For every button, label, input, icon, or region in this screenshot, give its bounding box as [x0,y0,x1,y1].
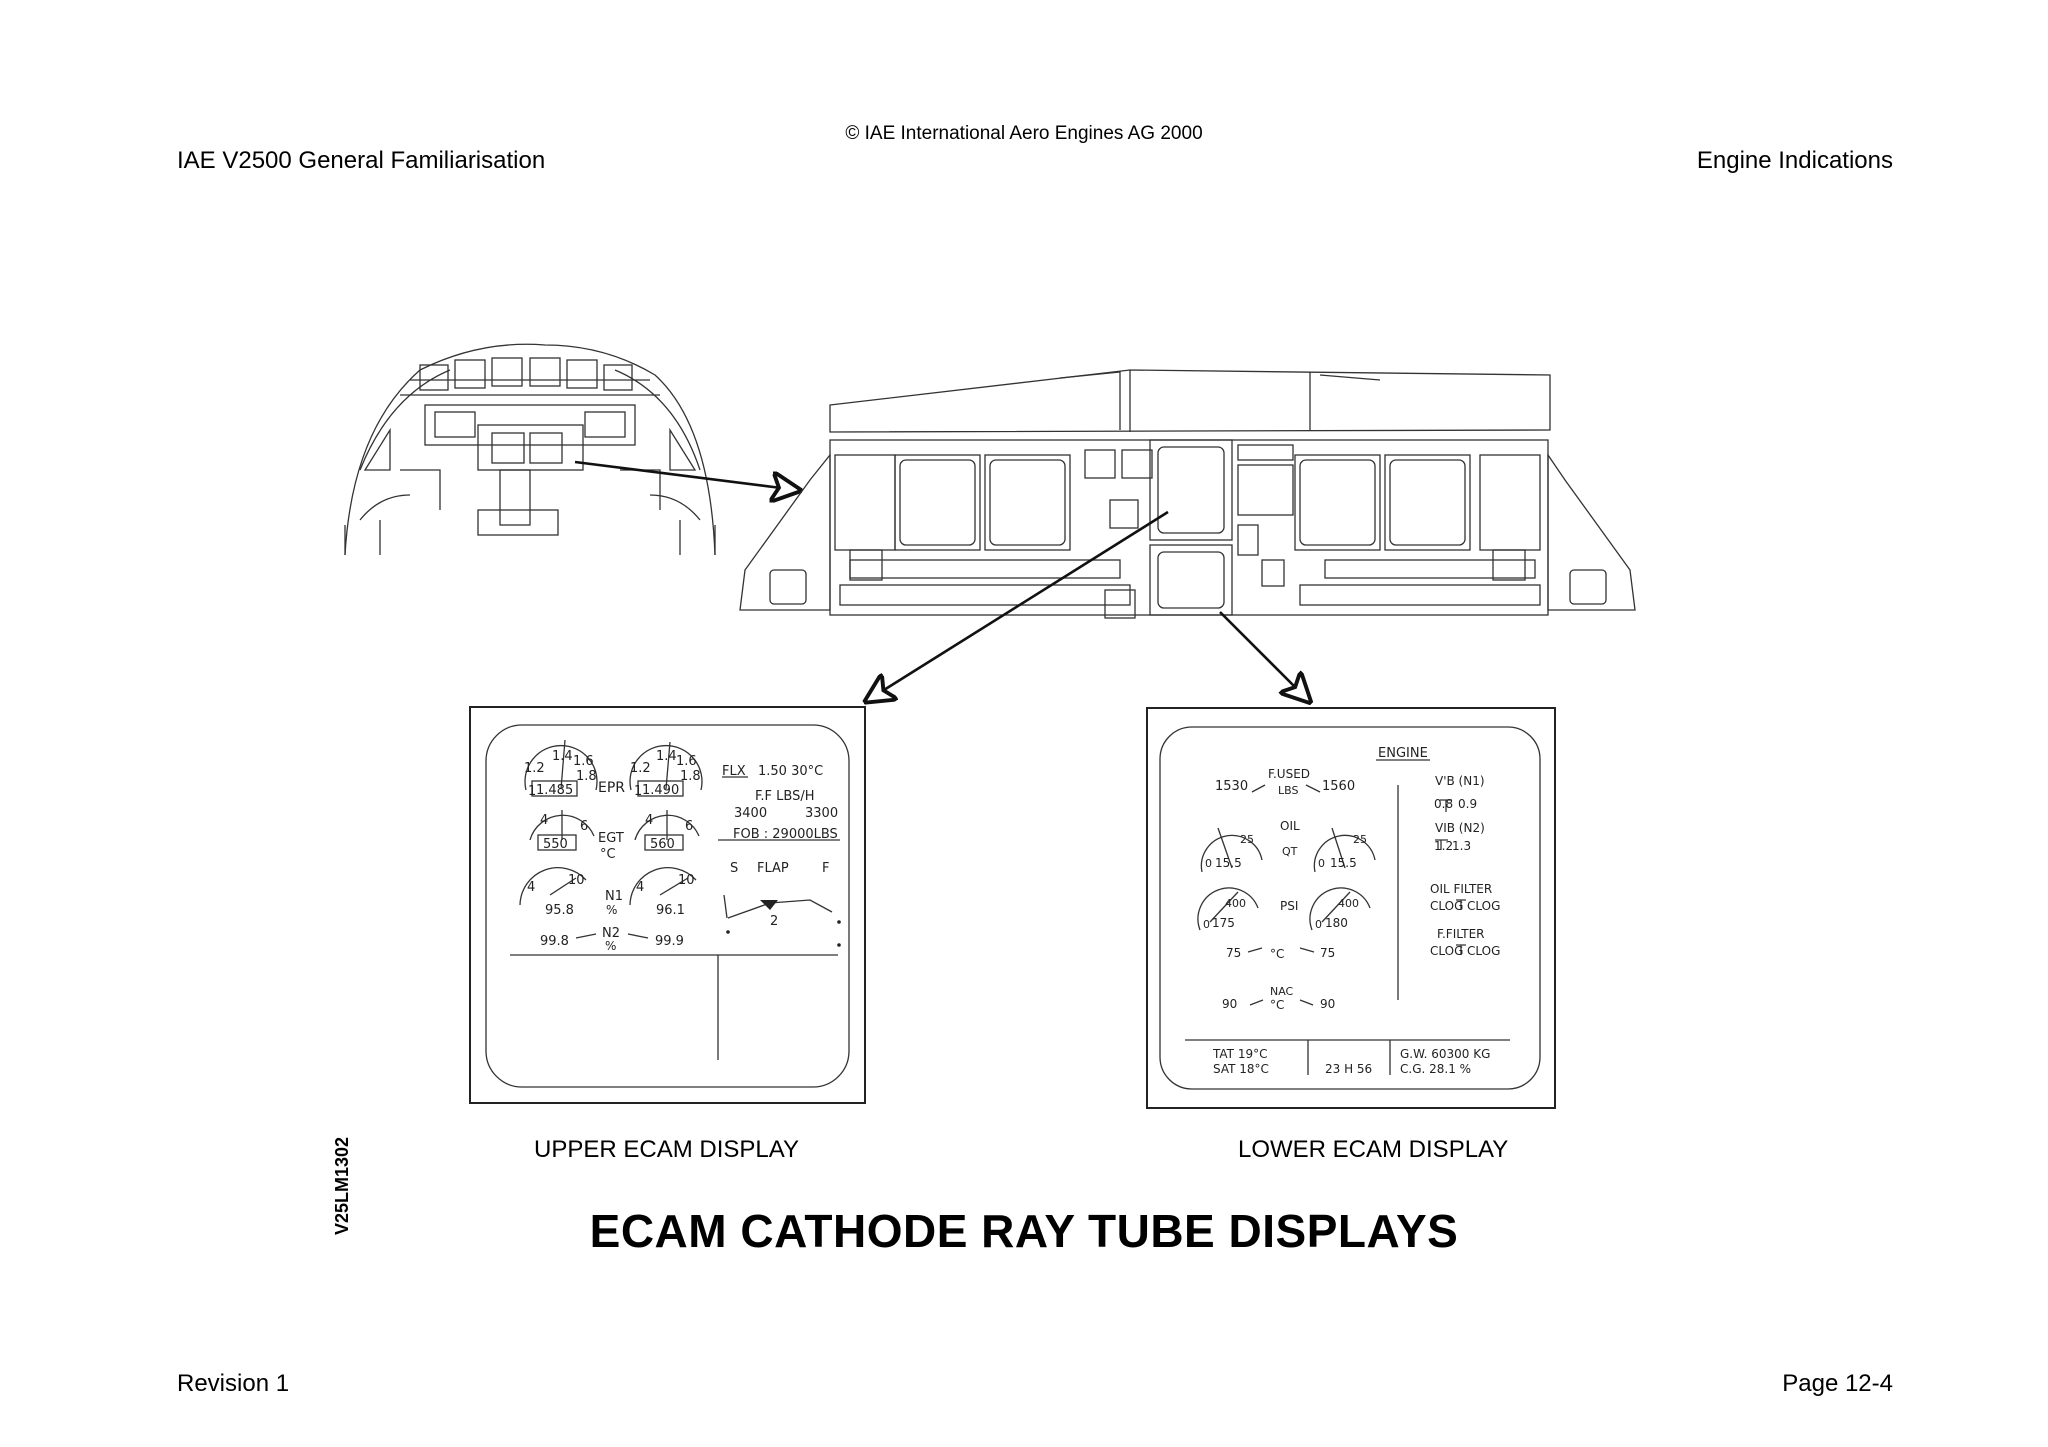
document-title: IAE V2500 General Familiarisation [177,147,546,174]
psi-label: PSI [1280,899,1299,913]
svg-text:4: 4 [636,880,645,895]
flap-s: S [730,861,739,876]
sat-value: SAT 18°C [1213,1062,1269,1076]
vib-n2-label: VIB (N2) [1435,821,1485,835]
epr-scale-1l: 1 [528,784,537,799]
fused-right: 1560 [1322,779,1356,794]
svg-text:1.2: 1.2 [524,761,545,776]
svg-text:10: 10 [678,873,695,888]
vib-n1-label: V'B (N1) [1435,774,1485,788]
svg-text:CLOG: CLOG [1430,899,1464,913]
nac-left: 90 [1222,997,1238,1011]
svg-text:4: 4 [540,813,549,828]
ff-left: 3400 [734,806,768,821]
flx-value: 1.50 30°C [758,764,824,779]
ff-right: 3300 [805,806,839,821]
vib-n2-right: 1.3 [1452,839,1472,853]
lower-title: ENGINE [1378,746,1428,761]
oil-right: 15.5 [1330,856,1357,870]
section-title: Engine Indications [1696,147,1893,174]
gw-value: G.W. 60300 KG [1400,1047,1491,1061]
svg-text:CLOG: CLOG [1467,944,1501,958]
svg-text:°C: °C [600,847,616,862]
svg-text:1.6: 1.6 [573,754,594,769]
svg-text:%: % [606,903,618,917]
n1-right-value: 96.1 [656,903,685,918]
svg-text:10: 10 [568,873,585,888]
egt-left-value: 550 [543,837,568,852]
ff-label: F.F LBS/H [755,789,815,804]
flap-label: FLAP [757,861,789,876]
svg-text:0: 0 [1315,918,1322,931]
epr-label: EPR [598,780,626,796]
svg-text:25: 25 [1353,833,1367,846]
svg-text:6: 6 [580,819,589,834]
fused-left: 1530 [1215,779,1249,794]
tat-value: TAT 19°C [1213,1047,1268,1061]
page-number: Page 12-4 [1782,1370,1893,1397]
svg-text:6: 6 [685,819,694,834]
svg-text:CLOG: CLOG [1467,899,1501,913]
oil-filter-label: OIL FILTER [1430,882,1493,896]
svg-text:CLOG: CLOG [1430,944,1464,958]
copyright-notice: © IAE International Aero Engines AG 2000 [845,123,1203,144]
svg-text:400: 400 [1225,897,1246,910]
flap-f: F [822,861,830,876]
flap-position: 2 [770,914,779,929]
vib-n2-left: 1.2 [1434,839,1454,853]
egt-label: EGT [598,831,624,846]
lower-ecam-display [1147,708,1555,1108]
svg-text:QT: QT [1282,845,1298,858]
n1-left-value: 95.8 [545,903,574,918]
oil-label: OIL [1280,819,1300,833]
figure-title: ECAM CATHODE RAY TUBE DISPLAYS [589,1205,1459,1257]
flx-label: FLX [722,764,746,779]
svg-text:0: 0 [1318,857,1325,870]
n2-left-value: 99.8 [540,934,569,949]
n2-label: N2 [602,926,620,941]
nac-label: NAC [1270,985,1294,998]
psi-left: 175 [1212,916,1235,930]
f-filter-label: F.FILTER [1437,927,1485,941]
svg-text:4: 4 [527,880,536,895]
upper-ecam-caption: UPPER ECAM DISPLAY [534,1136,799,1163]
svg-text:1.8: 1.8 [576,769,597,784]
upper-ecam-display [470,707,865,1103]
epr-right-value: 1.490 [642,783,680,798]
temp-right: 75 [1320,946,1336,960]
oil-left: 15.5 [1215,856,1242,870]
fused-label: F.USED [1268,767,1311,781]
psi-right: 180 [1325,916,1348,930]
instrument-panel [740,370,1635,618]
time-value: 23 H 56 [1325,1062,1373,1076]
epr-left-value: 1.485 [536,783,574,798]
cg-value: C.G. 28.1 % [1400,1062,1472,1076]
svg-text:1.6: 1.6 [676,754,697,769]
svg-text:400: 400 [1338,897,1359,910]
svg-text:25: 25 [1240,833,1254,846]
temp-unit: °C [1270,947,1285,961]
svg-text:%: % [605,939,617,953]
svg-text:°C: °C [1270,998,1285,1012]
n1-label: N1 [605,889,623,904]
figure-id: V25LM1302 [332,1136,352,1235]
svg-text:1.4: 1.4 [656,749,677,764]
temp-left: 75 [1226,946,1242,960]
egt-right-value: 560 [650,837,675,852]
vib-n1-right: 0.9 [1458,797,1478,811]
svg-text:LBS: LBS [1278,784,1299,797]
nac-right: 90 [1320,997,1336,1011]
svg-text:0: 0 [1205,857,1212,870]
svg-text:0: 0 [1203,918,1210,931]
vib-n1-left: 0.8 [1434,797,1454,811]
svg-text:1.2: 1.2 [630,761,651,776]
cockpit-sketch [345,344,715,555]
svg-text:4: 4 [645,813,654,828]
n2-right-value: 99.9 [655,934,684,949]
fob-value: FOB : 29000LBS [733,827,838,842]
svg-text:1.4: 1.4 [552,749,573,764]
revision-label: Revision 1 [177,1370,290,1397]
svg-text:1: 1 [634,784,643,799]
lower-ecam-caption: LOWER ECAM DISPLAY [1238,1136,1509,1163]
svg-text:1.8: 1.8 [680,769,701,784]
